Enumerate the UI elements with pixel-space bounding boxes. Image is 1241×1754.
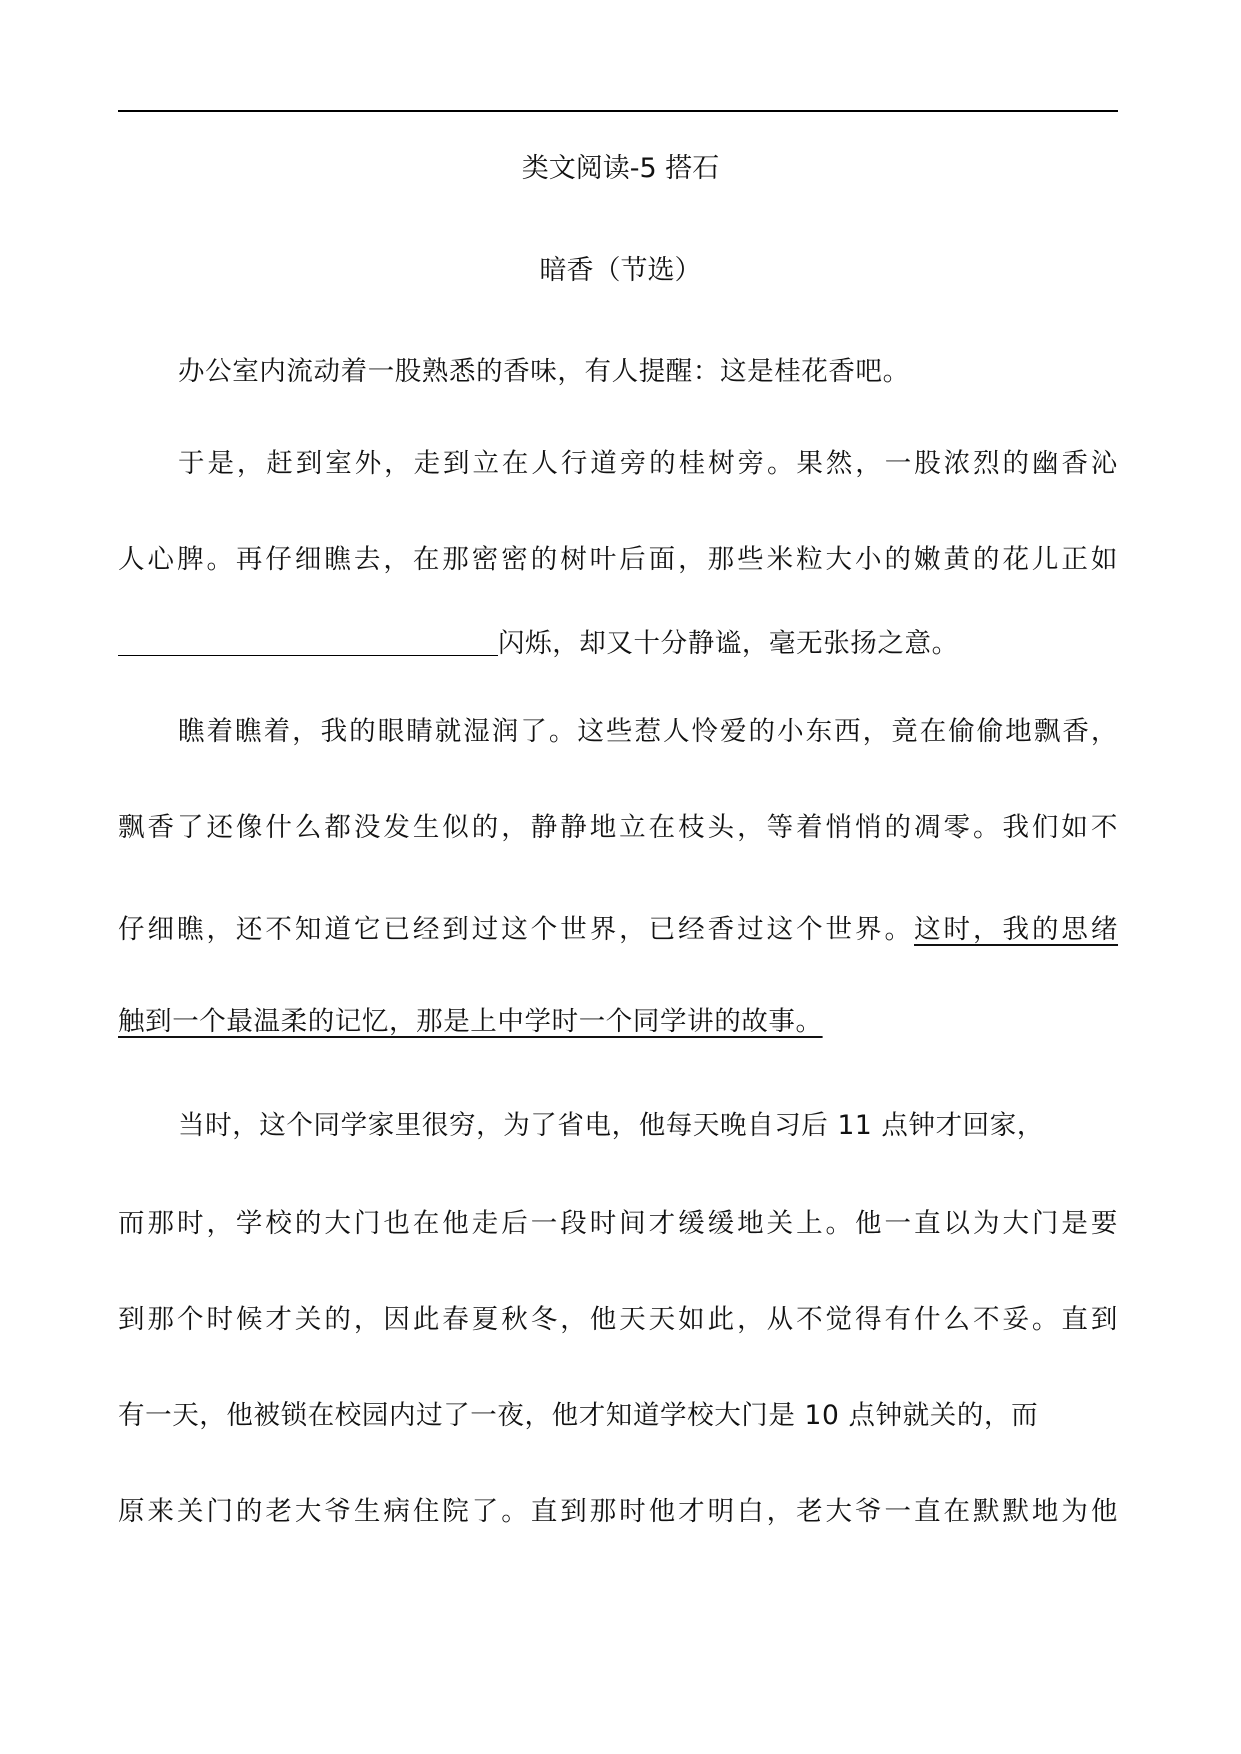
underlined-sentence-part-2: 触到一个最温柔的记忆，那是上中学时一个同学讲的故事。 — [118, 1006, 823, 1037]
paragraph-4-line-1-b: 点钟才回家， — [872, 1110, 1044, 1141]
paragraph-3-line-2: 飘香了还像什么都没发生似的，静静地立在枝头，等着悄悄的凋零。我们如不 — [118, 812, 1118, 843]
paragraph-4-line-1 — [178, 1104, 1118, 1148]
paragraph-4-line-1-number: 11 — [837, 1110, 873, 1141]
paragraph-4-line-2: 而那时，学校的大门也在他走后一段时间才缓缓地关上。他一直以为大门是要 — [118, 1208, 1118, 1239]
paragraph-2-line-3 — [118, 622, 1118, 666]
paragraph-4-line-4-b: 点钟就关的，而 — [839, 1400, 1039, 1431]
document-title: 类文阅读-5 搭石 — [521, 153, 720, 184]
paragraph-3-line-1: 瞧着瞧着，我的眼睛就湿润了。这些惹人怜爱的小东西，竟在偷偷地飘香， — [178, 716, 1118, 747]
paragraph-2-line-3-text: 闪烁，却又十分静谧，毫无张扬之意。 — [498, 628, 959, 659]
paragraph-4-line-5: 原来关门的老大爷生病住院了。直到那时他才明白，老大爷一直在默默地为他 — [118, 1496, 1118, 1527]
paragraph-3-line-4 — [118, 1000, 1118, 1044]
paragraph-2-line-2: 人心脾。再仔细瞧去，在那密密的树叶后面，那些米粒大小的嫩黄的花儿正如 — [118, 544, 1118, 575]
paragraph-1-line-1: 办公室内流动着一股熟悉的香味，有人提醒：这是桂花香吧。 — [178, 356, 910, 387]
paragraph-4-line-3: 到那个时候才关的，因此春夏秋冬，他天天如此，从不觉得有什么不妥。直到 — [118, 1304, 1118, 1335]
header-rule — [118, 110, 1118, 112]
paragraph-4-line-1-a: 当时，这个同学家里很穷，为了省电，他每天晚自习后 — [178, 1110, 838, 1141]
underlined-sentence-part-1: 这时，我的思绪 — [914, 914, 1119, 945]
passage-title: 暗香（节选） — [539, 255, 702, 286]
paragraph-4-line-4-number: 10 — [804, 1400, 840, 1431]
fill-in-blank[interactable] — [118, 625, 498, 656]
paragraph-3-line-3 — [118, 908, 1118, 952]
paragraph-4-line-4 — [118, 1394, 1118, 1438]
paragraph-3-line-3-text: 仔细瞧，还不知道它已经到过这个世界，已经香过这个世界。 — [118, 914, 915, 945]
paragraph-2-line-1: 于是，赶到室外，走到立在人行道旁的桂树旁。果然，一股浓烈的幽香沁 — [178, 448, 1118, 479]
paragraph-4-line-4-a: 有一天，他被锁在校园内过了一夜，他才知道学校大门是 — [118, 1400, 805, 1431]
